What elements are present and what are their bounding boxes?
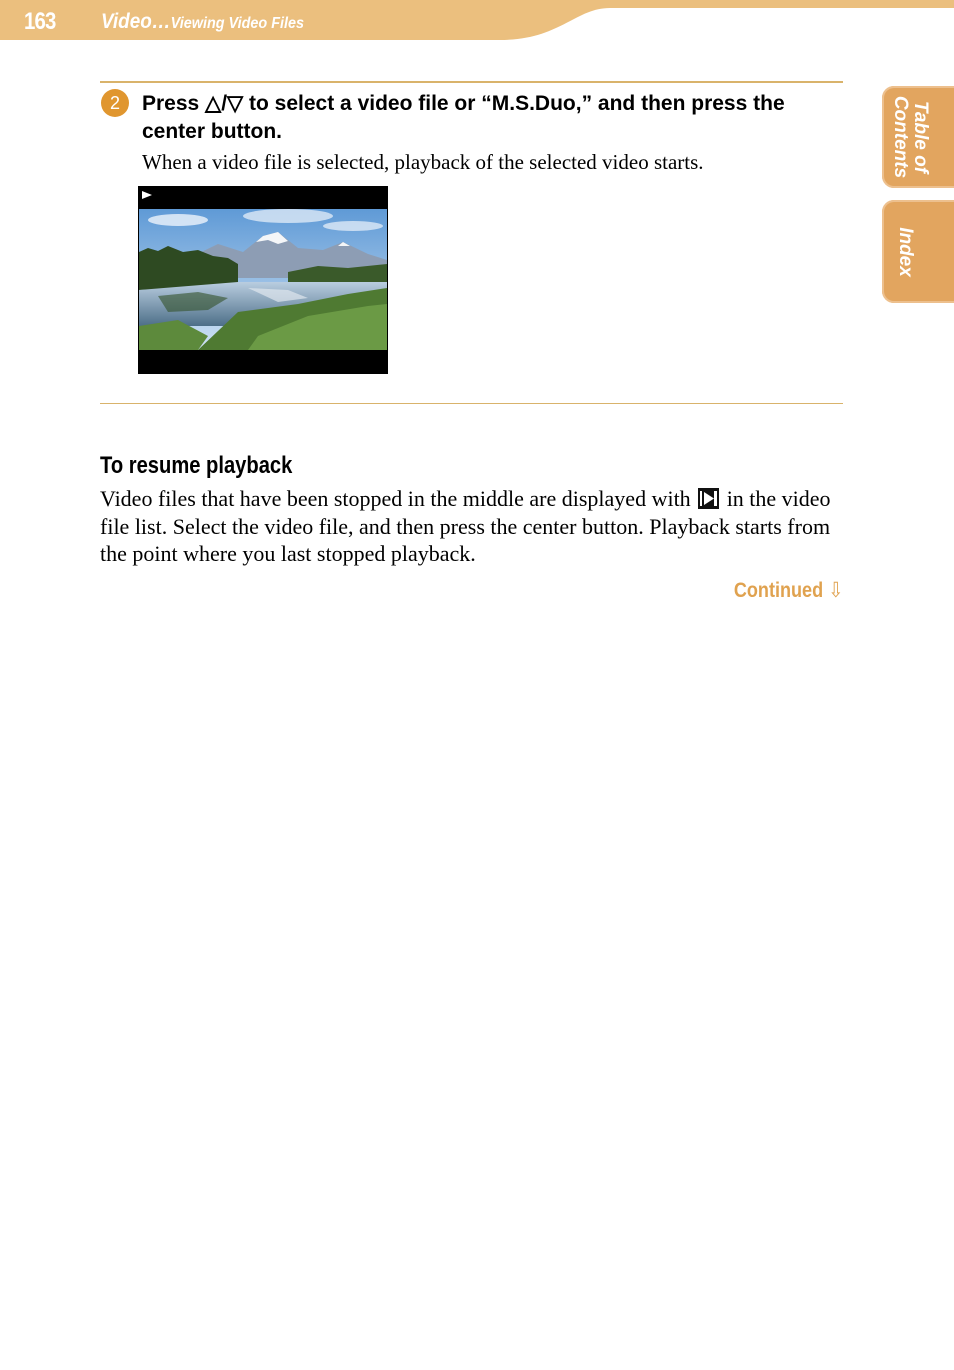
step-heading: Press △/▽ to select a video file or “M.S.Duo,” and then press the center button.: [142, 92, 785, 143]
table-of-contents-tab-label: Table of Contents: [890, 95, 931, 179]
header-breadcrumb: [101, 10, 304, 34]
section-rule-top: [100, 81, 843, 83]
page-header: [0, 0, 954, 40]
continued-label: Continued: [733, 579, 823, 602]
section-body-text-2: in the video file list. Select the video file, and then press the center button. Playback starts from the point where you last stopped playback.: [100, 486, 831, 566]
section-body-text-1: Video files that have been stopped in the middle are displayed with: [100, 486, 691, 511]
header-section: Video…: [101, 10, 171, 33]
index-tab[interactable]: [882, 200, 954, 303]
section-rule-bottom: [100, 403, 843, 404]
index-tab-label: Index: [895, 226, 916, 277]
page-number: 163: [24, 8, 56, 35]
section-heading: To resume playback: [100, 452, 293, 479]
section-body: [100, 485, 840, 568]
video-playback-screenshot: [138, 186, 388, 374]
table-of-contents-tab[interactable]: [882, 86, 954, 188]
step-description: When a video file is selected, playback of the selected video starts.: [142, 150, 704, 174]
header-subsection: Viewing Video Files: [170, 15, 305, 32]
step-number-badge: 2: [101, 89, 129, 117]
down-arrow-icon: ⇩: [827, 579, 843, 602]
resume-play-icon: [698, 488, 719, 509]
continued-link[interactable]: [733, 578, 843, 603]
